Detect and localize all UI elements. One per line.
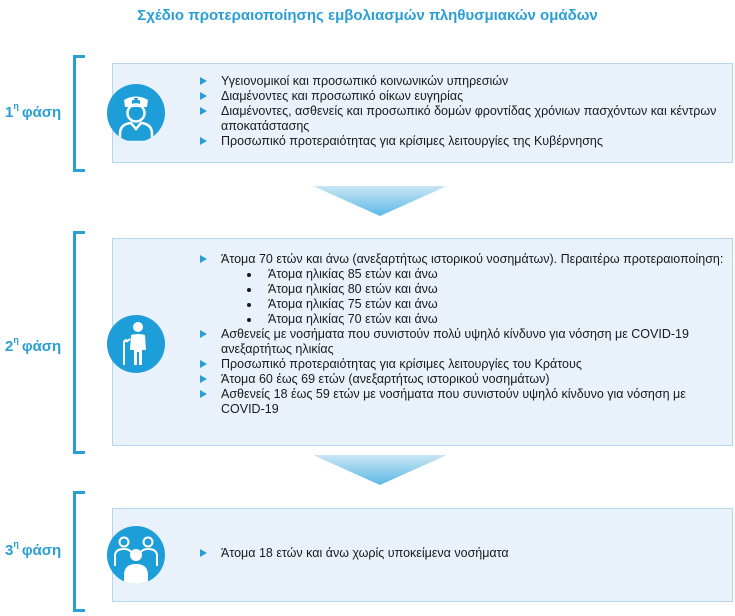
down-chevron-icon [313,455,447,485]
phase-1-ordinal: η [13,101,19,111]
arrow-bullet-icon [200,360,207,368]
dot-bullet-icon [247,273,251,277]
list-item: Προσωπικό προτεραιότητας για κρίσιμες λειτουργίες της Κυβέρνησης [200,134,724,149]
phase-3-number: 3 [5,542,14,559]
list-item: Άτομα 70 ετών και άνω (ανεξαρτήτως ιστορικού νοσημάτων). Περαιτέρω προτεραιοποίηση: Άτομα ηλικίας 85 ετών και άνω Άτομα ηλικίας 80 ετών και άνω Άτομα ηλικίας 75 ετών και άνω Άτομα ηλικίας 70 ετών και άνω [200,252,724,327]
sub-list-item: Άτομα ηλικίας 75 ετών και άνω [221,297,724,312]
phase-3-ordinal: η [13,539,19,549]
arrow-bullet-icon [200,137,207,145]
phase-2-list [200,252,724,417]
arrow-bullet-icon [200,549,207,557]
dot-bullet-icon [247,318,251,322]
phase-2-number: 2 [5,338,14,355]
phase-2-box [112,238,733,446]
sub-list-item: Άτομα ηλικίας 80 ετών και άνω [221,282,724,297]
arrow-bullet-icon [200,77,207,85]
list-item: Ασθενείς 18 έως 59 ετών με νοσήματα που συνιστούν υψηλό κίνδυνο για νόσηση με COVID-19 [200,387,724,417]
phase-1-box [112,63,733,163]
elderly-person-icon [107,315,165,373]
dot-bullet-icon [247,288,251,292]
down-chevron-icon [313,186,447,216]
phase-3-list [200,546,724,561]
phase-2-label [5,337,61,355]
dot-bullet-icon [247,303,251,307]
nurse-icon [107,84,165,142]
phase-3-bracket [73,491,85,612]
phase-3-word: φάση [21,542,62,559]
arrow-bullet-icon [200,107,207,115]
list-item: Ασθενείς με νοσήματα που συνιστούν πολύ υψηλό κίνδυνο για νόσηση με COVID-19 ανεξαρτήτως ηλικίας [200,327,724,357]
sub-list-item: Άτομα ηλικίας 70 ετών και άνω [221,312,724,327]
list-item: Διαμένοντες, ασθενείς και προσωπικό δομών φροντίδας χρόνιων πασχόντων και κέντρων αποκατάστασης [200,104,724,134]
phase-1-label [5,103,61,121]
arrow-bullet-icon [200,390,207,398]
list-item: Άτομα 18 ετών και άνω χωρίς υποκείμενα νοσήματα [200,546,724,561]
list-item: Προσωπικό προτεραιότητας για κρίσιμες λειτουργίες του Κράτους [200,357,724,372]
phase-3-label [5,541,61,559]
phase-1-list [200,74,724,149]
sub-list-item: Άτομα ηλικίας 85 ετών και άνω [221,267,724,282]
sub-list [221,267,724,327]
list-item: Υγειονομικοί και προσωπικό κοινωνικών υπηρεσιών [200,74,724,89]
phase-2-bracket [73,231,85,454]
phase-2-word: φάση [21,338,62,355]
arrow-bullet-icon [200,255,207,263]
group-of-people-icon [107,526,165,584]
phase-1-word: φάση [21,104,62,121]
diagram-title: Σχέδιο προτεραιοποίησης εμβολιασμών πληθυσμιακών ομάδων [137,7,598,24]
arrow-bullet-icon [200,375,207,383]
phase-3-box [112,508,733,602]
arrow-bullet-icon [200,330,207,338]
arrow-bullet-icon [200,92,207,100]
phase-2-ordinal: η [13,335,19,345]
phase-1-number: 1 [5,104,14,121]
list-item: Άτομα 60 έως 69 ετών (ανεξαρτήτως ιστορικού νοσημάτων) [200,372,724,387]
list-item: Διαμένοντες και προσωπικό οίκων ευγηρίας [200,89,724,104]
phase-1-bracket [73,55,85,172]
